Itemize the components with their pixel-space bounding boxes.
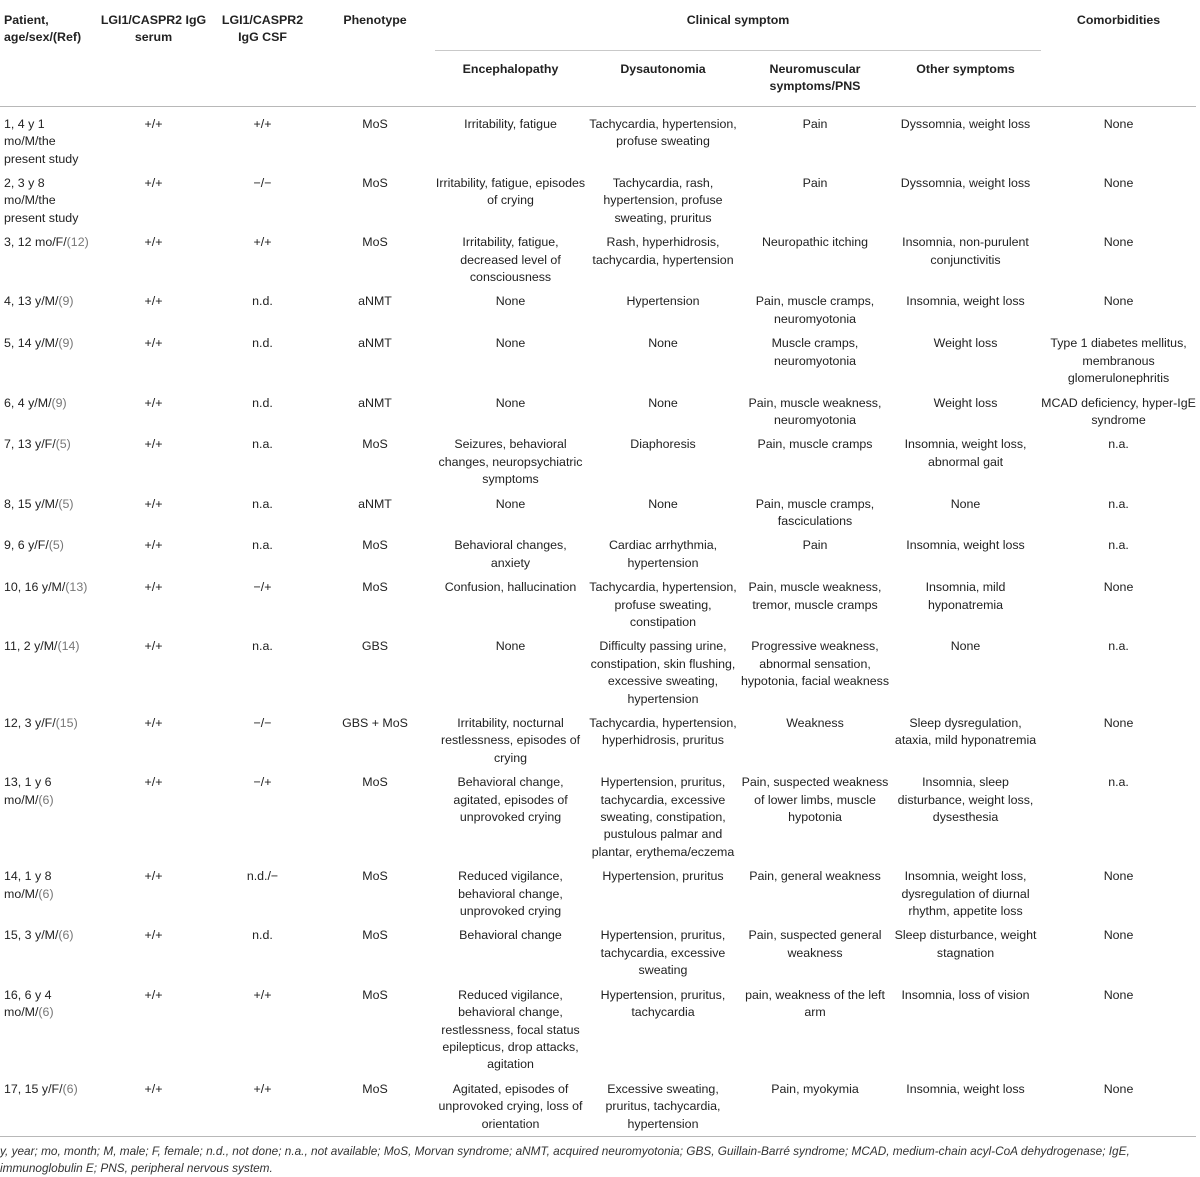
cell-comorbidities: MCAD deficiency, hyper-IgE syndrome bbox=[1041, 395, 1196, 427]
patient-label: 10, 16 y/M/ bbox=[4, 580, 66, 595]
table-row bbox=[0, 227, 1196, 286]
cell-dysautonomia: Excessive sweating, pruritus, tachycardia, hypertension bbox=[605, 1081, 721, 1131]
cell-patient bbox=[0, 328, 97, 387]
cell-comorbidities: n.a. bbox=[1108, 437, 1129, 452]
cell-phenotype: MoS bbox=[362, 538, 388, 553]
cell-neuromuscular: pain, weakness of the left arm bbox=[745, 987, 885, 1020]
cell-other-symptoms: Insomnia, weight loss, abnormal gait bbox=[904, 437, 1027, 469]
cell-serum: +/+ bbox=[144, 987, 163, 1002]
cell-phenotype: MoS bbox=[362, 928, 388, 943]
header-comorbidities: Comorbidities bbox=[1076, 13, 1161, 27]
patient-label: 1, 4 y 1 mo/M/the present study bbox=[4, 116, 79, 166]
cell-patient bbox=[0, 530, 97, 572]
reference-link[interactable]: (5) bbox=[58, 496, 74, 511]
patient-label: 4, 13 y/M/ bbox=[4, 294, 59, 309]
reference-link[interactable]: (13) bbox=[65, 580, 88, 595]
cell-serum: +/+ bbox=[144, 580, 163, 595]
reference-link[interactable]: (12) bbox=[66, 235, 89, 250]
cell-other-symptoms: None bbox=[950, 639, 981, 654]
header-other-symptoms: Other symptoms bbox=[916, 62, 1015, 76]
cell-neuromuscular: Pain, muscle cramps bbox=[757, 437, 873, 452]
cell-csf: +/+ bbox=[253, 1081, 272, 1096]
cell-patient bbox=[0, 429, 97, 488]
cell-encephalopathy: None bbox=[495, 294, 526, 309]
reference-link[interactable]: (5) bbox=[55, 437, 71, 452]
cell-patient bbox=[0, 708, 97, 767]
header-serum: LGI1/CASPR2 IgG serum bbox=[100, 13, 207, 45]
cell-other-symptoms: Insomnia, weight loss bbox=[906, 1081, 1025, 1096]
reference-link[interactable]: (6) bbox=[62, 1081, 78, 1096]
cell-other-symptoms: Insomnia, weight loss bbox=[906, 294, 1025, 309]
patient-label: 5, 14 y/M/ bbox=[4, 336, 59, 351]
table-row bbox=[0, 920, 1196, 979]
cell-csf: n.a. bbox=[252, 639, 273, 654]
table-row bbox=[0, 530, 1196, 572]
cell-neuromuscular: Pain bbox=[802, 116, 828, 131]
cell-serum: +/+ bbox=[144, 116, 163, 131]
cell-encephalopathy: Reduced vigilance, behavioral change, unprovoked crying bbox=[458, 869, 563, 919]
cell-serum: +/+ bbox=[144, 716, 163, 730]
reference-link[interactable]: (6) bbox=[58, 928, 74, 943]
cell-patient bbox=[0, 168, 97, 227]
cell-csf: +/+ bbox=[253, 116, 272, 131]
patient-label: 14, 1 y 8 mo/M/ bbox=[4, 869, 52, 901]
cell-other-symptoms: Sleep dysregulation, ataxia, mild hyponatremia bbox=[894, 716, 1037, 748]
cell-comorbidities: None bbox=[1103, 928, 1134, 943]
cell-patient bbox=[0, 767, 97, 861]
header-dysautonomia: Dysautonomia bbox=[620, 62, 706, 76]
table-row bbox=[0, 1074, 1196, 1137]
cell-comorbidities: None bbox=[1103, 987, 1134, 1002]
patient-label: 11, 2 y/M/ bbox=[4, 639, 58, 654]
cell-phenotype: aNMT bbox=[358, 395, 392, 410]
cell-patient bbox=[0, 388, 97, 430]
cell-serum: +/+ bbox=[144, 336, 163, 351]
cell-other-symptoms: Weight loss bbox=[933, 336, 998, 351]
cell-other-symptoms: Insomnia, loss of vision bbox=[901, 987, 1030, 1002]
cell-serum: +/+ bbox=[144, 775, 163, 790]
cell-neuromuscular: Progressive weakness, abnormal sensation, hypotonia, facial weakness bbox=[740, 639, 890, 689]
cell-dysautonomia: None bbox=[648, 336, 678, 351]
patient-label: 3, 12 mo/F/ bbox=[4, 235, 67, 250]
header-neuromuscular: Neuromuscular symptoms/PNS bbox=[769, 62, 861, 94]
table-row bbox=[0, 168, 1196, 227]
patient-label: 7, 13 y/F/ bbox=[4, 437, 56, 452]
header-csf: LGI1/CASPR2 IgG CSF bbox=[221, 13, 304, 45]
cell-neuromuscular: Pain, suspected weakness of lower limbs, muscle hypotonia bbox=[741, 775, 889, 825]
reference-link[interactable]: (9) bbox=[58, 336, 74, 351]
table-row bbox=[0, 708, 1196, 767]
table-footnote: y, year; mo, month; M, male; F, female; n.d., not done; n.a., not available; MoS, Morvan syndrome; aNMT, acquired neuromyotonia; GBS, Guillain-Barré syndrome; MCAD, medium-chain acyl-CoA dehydrogenase; IgE, immunoglobulin E; PNS, peripheral nervous system. bbox=[0, 1136, 1196, 1177]
table-row bbox=[0, 572, 1196, 631]
cell-phenotype: MoS bbox=[362, 580, 388, 595]
cell-csf: +/+ bbox=[253, 987, 272, 1002]
table-row bbox=[0, 106, 1196, 168]
cell-comorbidities: None bbox=[1103, 869, 1134, 884]
cell-neuromuscular: Pain, general weakness bbox=[749, 869, 881, 884]
header-patient: Patient, age/sex/(Ref) bbox=[4, 13, 82, 45]
patient-label: 8, 15 y/M/ bbox=[4, 496, 59, 511]
cell-csf: n.a. bbox=[252, 496, 273, 511]
cell-encephalopathy: Seizures, behavioral changes, neuropsychiatric symptoms bbox=[438, 437, 583, 487]
reference-link[interactable]: (14) bbox=[57, 639, 80, 654]
cell-csf: n.a. bbox=[252, 437, 273, 452]
cell-phenotype: aNMT bbox=[358, 294, 392, 309]
cell-serum: +/+ bbox=[144, 538, 163, 553]
cell-encephalopathy: Irritability, fatigue, episodes of crying bbox=[435, 176, 586, 208]
cell-serum: +/+ bbox=[144, 437, 163, 452]
header-clinical-symptom: Clinical symptom bbox=[435, 0, 1041, 51]
reference-link[interactable]: (6) bbox=[38, 792, 54, 807]
reference-link[interactable]: (6) bbox=[38, 1005, 54, 1020]
cell-comorbidities: None bbox=[1103, 235, 1134, 250]
table-row bbox=[0, 328, 1196, 387]
cell-csf: n.d. bbox=[252, 928, 273, 943]
cell-dysautonomia: Tachycardia, hypertension, profuse sweating, constipation bbox=[589, 580, 737, 629]
cell-patient bbox=[0, 286, 97, 328]
header-encephalopathy: Encephalopathy bbox=[462, 62, 559, 76]
cell-phenotype: MoS bbox=[362, 235, 388, 250]
cell-serum: +/+ bbox=[144, 176, 163, 191]
patient-label: 16, 6 y 4 mo/M/ bbox=[4, 987, 52, 1020]
table-body bbox=[0, 106, 1196, 1136]
cell-comorbidities: None bbox=[1103, 176, 1134, 191]
cell-dysautonomia: Tachycardia, hypertension, hyperhidrosis, pruritus bbox=[589, 716, 737, 748]
cell-dysautonomia: Tachycardia, rash, hypertension, profuse sweating, pruritus bbox=[603, 176, 723, 225]
cell-patient bbox=[0, 572, 97, 631]
table-row bbox=[0, 388, 1196, 430]
cell-other-symptoms: Sleep disturbance, weight stagnation bbox=[894, 928, 1037, 960]
cell-serum: +/+ bbox=[144, 496, 163, 511]
reference-link[interactable]: (9) bbox=[51, 395, 67, 410]
cell-neuromuscular: Pain, muscle weakness, neuromyotonia bbox=[748, 395, 882, 427]
patient-label: 2, 3 y 8 mo/M/the present study bbox=[4, 176, 79, 225]
cell-dysautonomia: Hypertension, pruritus, tachycardia, excessive sweating bbox=[600, 928, 726, 978]
cell-other-symptoms: Dyssomnia, weight loss bbox=[900, 116, 1031, 131]
cell-other-symptoms: Dyssomnia, weight loss bbox=[900, 176, 1031, 191]
cell-neuromuscular: Pain, myokymia bbox=[771, 1081, 859, 1096]
cell-patient bbox=[0, 920, 97, 979]
cell-comorbidities: n.a. bbox=[1108, 538, 1129, 553]
cell-csf: n.a. bbox=[252, 538, 273, 553]
reference-link[interactable]: (5) bbox=[48, 538, 64, 553]
cell-phenotype: aNMT bbox=[358, 496, 392, 511]
reference-link[interactable]: (15) bbox=[55, 716, 78, 730]
cell-serum: +/+ bbox=[144, 928, 163, 943]
cell-comorbidities: None bbox=[1103, 1081, 1134, 1096]
cell-dysautonomia: Rash, hyperhidrosis, tachycardia, hypertension bbox=[592, 235, 734, 267]
cell-patient bbox=[0, 227, 97, 286]
cell-dysautonomia: Cardiac arrhythmia, hypertension bbox=[608, 538, 718, 570]
cell-dysautonomia: Diaphoresis bbox=[630, 437, 696, 452]
cell-patient bbox=[0, 106, 97, 168]
cell-phenotype: MoS bbox=[362, 775, 388, 790]
cell-other-symptoms: None bbox=[950, 496, 981, 511]
cell-dysautonomia: None bbox=[648, 395, 678, 410]
cell-encephalopathy: None bbox=[495, 395, 526, 410]
cell-encephalopathy: Behavioral changes, anxiety bbox=[454, 538, 567, 570]
cell-csf: −/+ bbox=[253, 580, 272, 595]
cell-other-symptoms: Insomnia, sleep disturbance, weight loss, dysesthesia bbox=[897, 775, 1034, 825]
cell-csf: +/+ bbox=[253, 235, 272, 250]
cell-phenotype: GBS bbox=[361, 639, 389, 654]
cell-comorbidities: Type 1 diabetes mellitus, membranous glomerulonephritis bbox=[1050, 336, 1187, 386]
cell-other-symptoms: Insomnia, weight loss, dysregulation of diurnal rhythm, appetite loss bbox=[901, 869, 1030, 919]
cell-comorbidities: None bbox=[1103, 716, 1134, 730]
table-row bbox=[0, 429, 1196, 488]
cell-comorbidities: n.a. bbox=[1108, 775, 1129, 790]
cell-comorbidities: n.a. bbox=[1108, 496, 1129, 511]
cell-encephalopathy: None bbox=[495, 336, 526, 351]
cell-neuromuscular: Pain, muscle weakness, tremor, muscle cramps bbox=[748, 580, 882, 612]
reference-link[interactable]: (9) bbox=[58, 294, 74, 309]
cell-encephalopathy: Behavioral change, agitated, episodes of unprovoked crying bbox=[453, 775, 568, 825]
cell-encephalopathy: Agitated, episodes of unprovoked crying, loss of orientation bbox=[438, 1081, 583, 1131]
cell-phenotype: aNMT bbox=[358, 336, 392, 351]
cell-dysautonomia: Hypertension, pruritus, tachycardia bbox=[600, 987, 726, 1020]
cell-phenotype: MoS bbox=[362, 437, 388, 452]
cell-phenotype: MoS bbox=[362, 116, 388, 131]
cell-neuromuscular: Neuropathic itching bbox=[761, 235, 869, 250]
cell-phenotype: MoS bbox=[362, 987, 388, 1002]
cell-comorbidities: None bbox=[1103, 294, 1134, 309]
cell-dysautonomia: Difficulty passing urine, constipation, skin flushing, excessive sweating, hypertension bbox=[590, 639, 736, 706]
cell-patient bbox=[0, 861, 97, 920]
cell-dysautonomia: Tachycardia, hypertension, profuse sweating bbox=[589, 116, 737, 149]
patient-label: 13, 1 y 6 mo/M/ bbox=[4, 775, 52, 807]
cell-patient bbox=[0, 1074, 97, 1137]
cell-comorbidities: n.a. bbox=[1108, 639, 1129, 654]
table-row bbox=[0, 489, 1196, 531]
cell-encephalopathy: Irritability, fatigue bbox=[464, 116, 557, 131]
header-phenotype: Phenotype bbox=[343, 13, 407, 27]
cell-csf: −/− bbox=[253, 716, 272, 730]
cell-encephalopathy: None bbox=[495, 496, 526, 511]
table-row bbox=[0, 767, 1196, 861]
cell-patient bbox=[0, 631, 97, 708]
patient-label: 15, 3 y/M/ bbox=[4, 928, 59, 943]
table-row bbox=[0, 286, 1196, 328]
cell-neuromuscular: Muscle cramps, neuromyotonia bbox=[771, 336, 859, 368]
cell-encephalopathy: None bbox=[495, 639, 526, 654]
cell-encephalopathy: Behavioral change bbox=[459, 928, 562, 943]
cell-patient bbox=[0, 489, 97, 531]
patient-label: 12, 3 y/F/ bbox=[4, 716, 56, 730]
cell-dysautonomia: Hypertension, pruritus, tachycardia, excessive sweating, constipation, pustulous palmar and plantar, erythema/eczema bbox=[591, 775, 735, 859]
cell-phenotype: GBS + MoS bbox=[342, 716, 408, 730]
cell-csf: −/− bbox=[253, 176, 272, 191]
cell-encephalopathy: Irritability, fatigue, decreased level of consciousness bbox=[460, 235, 561, 285]
cell-serum: +/+ bbox=[144, 235, 163, 250]
cell-other-symptoms: Weight loss bbox=[933, 395, 998, 410]
patient-label: 9, 6 y/F/ bbox=[4, 538, 49, 553]
cell-phenotype: MoS bbox=[362, 1081, 388, 1096]
table-row bbox=[0, 631, 1196, 708]
table-row bbox=[0, 980, 1196, 1074]
cell-csf: −/+ bbox=[253, 775, 272, 790]
reference-link[interactable]: (6) bbox=[38, 886, 54, 901]
cell-csf: n.d. bbox=[252, 294, 273, 309]
cell-patient bbox=[0, 980, 97, 1074]
cell-comorbidities: None bbox=[1103, 580, 1134, 595]
cell-neuromuscular: Pain bbox=[802, 538, 828, 553]
cell-other-symptoms: Insomnia, mild hyponatremia bbox=[925, 580, 1006, 612]
cell-serum: +/+ bbox=[144, 869, 163, 884]
cell-csf: n.d. bbox=[252, 395, 273, 410]
cell-serum: +/+ bbox=[144, 294, 163, 309]
cell-serum: +/+ bbox=[144, 1081, 163, 1096]
cell-neuromuscular: Weakness bbox=[786, 716, 844, 730]
cell-dysautonomia: None bbox=[648, 496, 678, 511]
patient-label: 17, 15 y/F/ bbox=[4, 1081, 63, 1096]
cell-csf: n.d. bbox=[252, 336, 273, 351]
cell-phenotype: MoS bbox=[362, 869, 388, 884]
cell-encephalopathy: Reduced vigilance, behavioral change, restlessness, focal status epilepticus, drop attacks, agitation bbox=[441, 987, 580, 1072]
cell-other-symptoms: Insomnia, non-purulent conjunctivitis bbox=[902, 235, 1029, 267]
cell-encephalopathy: Confusion, hallucination bbox=[444, 580, 577, 595]
cell-encephalopathy: Irritability, nocturnal restlessness, episodes of crying bbox=[440, 716, 581, 765]
cell-neuromuscular: Pain bbox=[802, 176, 828, 191]
cell-dysautonomia: Hypertension bbox=[626, 294, 700, 309]
cell-comorbidities: None bbox=[1103, 116, 1134, 131]
cell-serum: +/+ bbox=[144, 639, 163, 654]
table-row bbox=[0, 861, 1196, 920]
patient-label: 6, 4 y/M/ bbox=[4, 395, 52, 410]
cell-neuromuscular: Pain, muscle cramps, fasciculations bbox=[755, 496, 875, 528]
cell-phenotype: MoS bbox=[362, 176, 388, 191]
cell-other-symptoms: Insomnia, weight loss bbox=[906, 538, 1025, 553]
cell-neuromuscular: Pain, suspected general weakness bbox=[748, 928, 882, 960]
cell-serum: +/+ bbox=[144, 395, 163, 410]
cell-dysautonomia: Hypertension, pruritus bbox=[602, 869, 724, 884]
cell-neuromuscular: Pain, muscle cramps, neuromyotonia bbox=[755, 294, 875, 326]
cell-csf: n.d./− bbox=[246, 869, 279, 884]
